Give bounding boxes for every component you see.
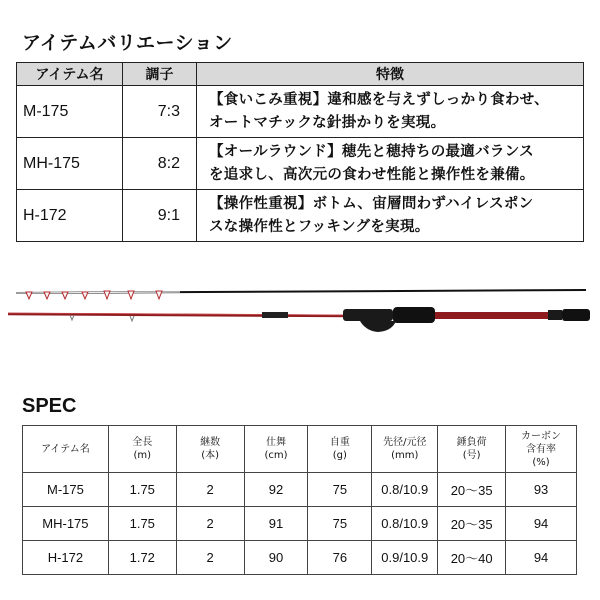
feature-line: 【操作性重視】ボトム、宙層問わずハイレスポン	[209, 195, 534, 212]
spec-header-cell	[108, 426, 176, 473]
feature-text	[197, 86, 584, 138]
spec-cell: 75	[308, 507, 372, 541]
rear-grip	[393, 307, 435, 323]
spec-cell: 20～35	[438, 507, 506, 541]
header-action: 調子	[123, 63, 197, 86]
butt-cap-ring	[548, 310, 562, 320]
spec-header-cell	[176, 426, 244, 473]
reel-seat	[343, 309, 393, 321]
header-line: 錘負荷	[456, 437, 487, 448]
feature-line: スな操作性とフッキングを実現。	[209, 218, 430, 235]
action-ratio: 8:2	[123, 138, 197, 190]
feature-line: を追求し、高次元の食わせ性能と操作性を兼備。	[209, 166, 535, 183]
feature-text	[197, 190, 584, 242]
rod-guide	[26, 292, 32, 299]
spec-title: SPEC	[22, 395, 77, 417]
spec-header-cell	[506, 426, 577, 473]
header-line: 含有率	[526, 443, 557, 455]
variation-title: アイテムバリエーション	[22, 32, 233, 54]
spec-cell: 0.8/10.9	[372, 473, 438, 507]
rod-image	[0, 262, 600, 352]
header-unit: (本)	[201, 450, 220, 461]
spec-cell: 0.9/10.9	[372, 541, 438, 575]
spec-cell: 1.75	[108, 507, 176, 541]
feature-line: 【オールラウンド】穂先と穂持ちの最適バランス	[209, 143, 534, 160]
header-unit: (cm)	[264, 450, 288, 461]
header-line: アイテム名	[41, 443, 90, 455]
spec-cell: 2	[176, 507, 244, 541]
spec-cell: H-172	[23, 541, 109, 575]
rod-guide	[156, 291, 162, 299]
header-unit: (m)	[133, 450, 152, 461]
feature-line: 【食いこみ重視】違和感を与えずしっかり食わせ、	[209, 91, 549, 108]
spec-cell: 92	[244, 473, 308, 507]
variation-table	[16, 62, 584, 242]
variation-header-row	[17, 63, 584, 86]
rod-guide	[82, 292, 88, 299]
spec-cell: MH-175	[23, 507, 109, 541]
item-name: H-172	[17, 190, 123, 242]
header-line: 継数	[200, 437, 221, 448]
feature-line: オートマチックな針掛かりを実現。	[209, 114, 446, 131]
spec-row	[23, 473, 577, 507]
spec-cell: 94	[506, 541, 577, 575]
spec-header-cell	[438, 426, 506, 473]
header-line: 全長	[132, 437, 153, 448]
rod-guide	[62, 292, 68, 299]
spec-cell: 2	[176, 473, 244, 507]
rod-guide	[44, 292, 50, 299]
item-name: M-175	[17, 86, 123, 138]
header-features: 特徴	[197, 63, 584, 86]
spec-cell: 1.72	[108, 541, 176, 575]
action-ratio: 7:3	[123, 86, 197, 138]
butt-cap	[562, 309, 590, 321]
spec-cell: 76	[308, 541, 372, 575]
rod-butt	[435, 312, 555, 319]
spec-cell: 93	[506, 473, 577, 507]
item-name: MH-175	[17, 138, 123, 190]
variation-row	[17, 138, 584, 190]
spec-header-cell	[308, 426, 372, 473]
variation-row	[17, 86, 584, 138]
spec-cell: 75	[308, 473, 372, 507]
spec-table	[22, 425, 577, 575]
spec-cell: 0.8/10.9	[372, 507, 438, 541]
spec-row	[23, 541, 577, 575]
spec-cell: 1.75	[108, 473, 176, 507]
rod-guide	[70, 315, 74, 320]
spec-cell: 94	[506, 507, 577, 541]
header-unit: (%)	[532, 456, 550, 468]
spec-cell: 90	[244, 541, 308, 575]
header-unit: (号)	[462, 450, 481, 461]
variation-row	[17, 190, 584, 242]
feature-text	[197, 138, 584, 190]
spec-row	[23, 507, 577, 541]
rod-winding	[262, 312, 288, 318]
rod-guide	[104, 291, 110, 299]
spec-cell: 20～40	[438, 541, 506, 575]
rod-guide	[130, 316, 134, 321]
header-line: 先径/元径	[383, 437, 427, 448]
header-line: カーボン	[521, 430, 562, 442]
header-line: 自重	[329, 437, 350, 448]
header-unit: (g)	[332, 450, 347, 461]
spec-header-cell	[372, 426, 438, 473]
rod-illustration	[0, 262, 600, 352]
spec-header-cell	[23, 426, 109, 473]
header-unit: (mm)	[391, 450, 419, 461]
spec-cell: M-175	[23, 473, 109, 507]
spec-header-cell	[244, 426, 308, 473]
spec-cell: 2	[176, 541, 244, 575]
header-line: 仕舞	[266, 437, 286, 448]
spec-cell: 20～35	[438, 473, 506, 507]
spec-cell: 91	[244, 507, 308, 541]
spec-header-row	[23, 426, 577, 473]
rod-guide	[128, 291, 134, 299]
action-ratio: 9:1	[123, 190, 197, 242]
trigger-grip	[360, 321, 396, 332]
header-item-name: アイテム名	[17, 63, 123, 86]
